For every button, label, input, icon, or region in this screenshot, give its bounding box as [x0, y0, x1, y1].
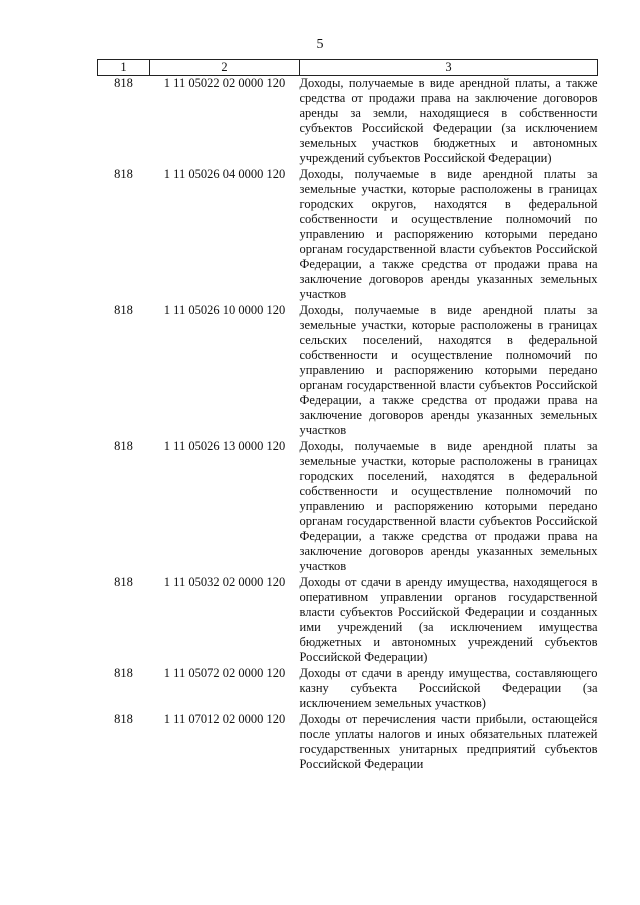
description-cell: Доходы от перечисления части прибыли, остающейся после уплаты налогов и иных обязательных платежей государственных унитарных предприятий субъектов Российской Федерации — [299, 712, 598, 771]
table-row — [98, 76, 598, 168]
column-header-3: 3 — [300, 60, 598, 76]
agency-code-cell: 818 — [114, 76, 133, 90]
table-body — [98, 76, 598, 774]
agency-code-cell: 818 — [114, 167, 133, 181]
agency-code-cell: 818 — [114, 575, 133, 589]
table-row — [98, 712, 598, 773]
agency-code-cell: 818 — [114, 439, 133, 453]
description-cell: Доходы, получаемые в виде арендной платы за земельные участки, которые расположены в границах городских поселений, находятся в федеральной собственности и осуществление полномочий по управлению и распоряжению которыми передано органам государственной власти субъектов Российской Федерации, а также средства от продажи права на заключение договоров аренды указанных земельных участков — [299, 439, 598, 573]
revenue-code-cell: 1 11 05026 13 0000 120 — [163, 439, 286, 453]
revenue-code-cell: 1 11 05022 02 0000 120 — [163, 76, 286, 90]
table-row — [98, 439, 598, 575]
agency-code-cell: 818 — [114, 712, 133, 726]
agency-code-cell: 818 — [114, 303, 133, 317]
revenue-code-cell: 1 11 05026 04 0000 120 — [163, 167, 286, 181]
agency-code-cell: 818 — [114, 666, 133, 680]
table-row — [98, 575, 598, 666]
column-header-2: 2 — [150, 60, 300, 76]
description-cell: Доходы от сдачи в аренду имущества, находящегося в оперативном управлении органов государственной власти субъектов Российской Федерации и созданных ими учреждений (за исключением имущества бюджетных и автономных учреждений субъектов Российской Федерации) — [299, 575, 598, 664]
description-cell: Доходы от сдачи в аренду имущества, составляющего казну субъекта Российской Федерации (за исключением земельных участков) — [299, 666, 598, 710]
description-cell: Доходы, получаемые в виде арендной платы за земельные участки, которые расположены в границах городских округов, находятся в федеральной собственности и осуществление полномочий по управлению и распоряжению которыми передано органам государственной власти субъектов Российской Федерации, а также средства от продажи права на заключение договоров аренды указанных земельных участков — [299, 167, 598, 301]
table-row — [98, 303, 598, 439]
description-cell: Доходы, получаемые в виде арендной платы за земельные участки, которые расположены в границах сельских поселений, находятся в федеральной собственности и осуществление полномочий по управлению и распоряжению которыми передано органам государственной власти субъектов Российской Федерации, а также средства от продажи права на заключение договоров аренды указанных земельных участков — [299, 303, 598, 437]
table-row — [98, 167, 598, 303]
revenue-code-cell: 1 11 05026 10 0000 120 — [163, 303, 286, 317]
table-row — [98, 666, 598, 712]
table-header — [98, 60, 598, 76]
page-number: 5 — [316, 37, 324, 52]
revenue-code-cell: 1 11 07012 02 0000 120 — [163, 712, 286, 726]
header-row — [98, 60, 598, 76]
revenue-code-cell: 1 11 05032 02 0000 120 — [163, 575, 286, 589]
revenue-code-cell: 1 11 05072 02 0000 120 — [163, 666, 286, 680]
column-header-1: 1 — [98, 60, 150, 76]
description-cell: Доходы, получаемые в виде арендной платы, а также средства от продажи права на заключение договоров аренды за земли, находящиеся в собственности субъектов Российской Федерации (за исключением земельных участков бюджетных и автономных учреждений субъектов Российской Федерации) — [299, 76, 598, 165]
revenue-codes-table — [97, 59, 598, 773]
